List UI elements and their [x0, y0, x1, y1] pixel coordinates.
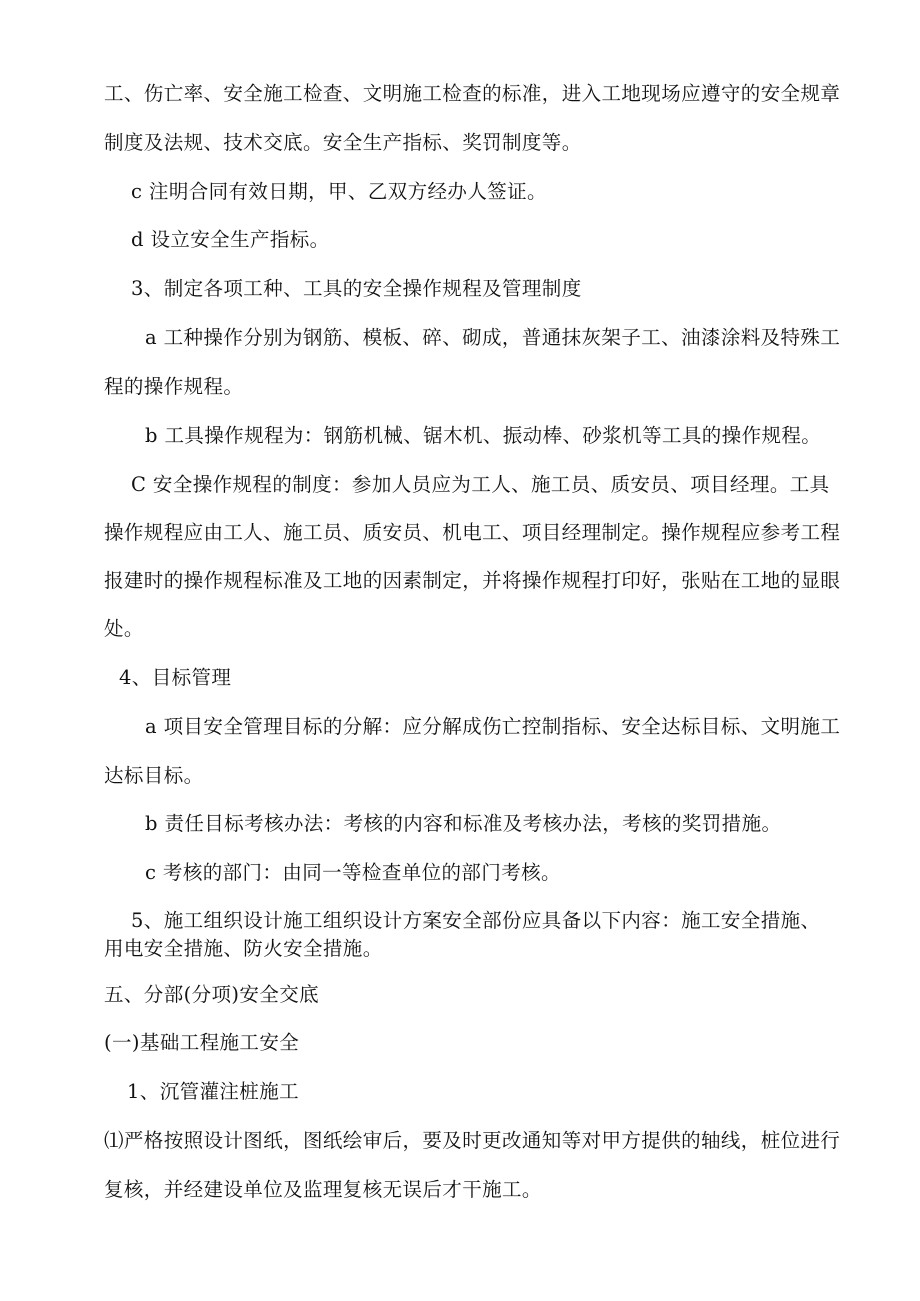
section-3-heading: 3、制定各项工种、工具的安全操作规程及管理制度: [131, 277, 582, 300]
paragraph-5a-line-2: 达标目标。: [104, 764, 204, 787]
paragraph-4a-line-2: 程的操作规程。: [104, 375, 244, 398]
paragraph-4c-line-4: 处。: [104, 617, 144, 640]
item-1-heading: 1、沉管灌注桩施工: [127, 1080, 300, 1103]
section-5-line-1: 5、施工组织设计施工组织设计方案安全部份应具备以下内容：施工安全措施、: [131, 909, 821, 932]
section-4-heading: 4、目标管理: [119, 666, 232, 689]
paragraph-5c-line-1: c 考核的部门：由同一等检查单位的部门考核。: [145, 861, 561, 884]
section-5-line-2: 用电安全措施、防火安全措施。: [104, 937, 383, 960]
paragraph-4c-line-3: 报建时的操作规程标准及工地的因素制定，并将操作规程打印好，张贴在工地的显眼: [104, 569, 841, 592]
paragraph-2-line-1: c 注明合同有效日期，甲、乙双方经办人签证。: [131, 180, 547, 203]
paragraph-final-line-2: 复核，并经建设单位及监理复核无误后才干施工。: [104, 1178, 542, 1201]
subsection-1-heading: (一)基础工程施工安全: [104, 1031, 300, 1054]
paragraph-4c-line-1: C 安全操作规程的制度：参加人员应为工人、施工员、质安员、项目经理。工具: [131, 473, 830, 496]
paragraph-5a-line-1: a 项目安全管理目标的分解：应分解成伤亡控制指标、安全达标目标、文明施工: [145, 715, 841, 738]
paragraph-5b-line-1: b 责任目标考核办法：考核的内容和标准及考核办法，考核的奖罚措施。: [145, 812, 782, 835]
paragraph-4a-line-1: a 工种操作分别为钢筋、模板、碎、砌成，普通抹灰架子工、油漆涂料及特殊工: [145, 326, 841, 349]
chapter-5-heading: 五、分部(分项)安全交底: [104, 983, 320, 1006]
paragraph-1-line-2: 制度及法规、技术交底。安全生产指标、奖罚制度等。: [104, 131, 582, 154]
paragraph-4b-line-1: b 工具操作规程为：钢筋机械、锯木机、振动棒、砂浆机等工具的操作规程。: [145, 424, 822, 447]
paragraph-4c-line-2: 操作规程应由工人、施工员、质安员、机电工、项目经理制定。操作规程应参考工程: [104, 521, 841, 544]
paragraph-final-line-1: ⑴严格按照设计图纸，图纸绘审后，要及时更改通知等对甲方提供的轴线，桩位进行: [104, 1129, 841, 1152]
paragraph-3-line-1: d 设立安全生产指标。: [131, 228, 330, 251]
paragraph-1-line-1: 工、伤亡率、安全施工检查、文明施工检查的标准，进入工地现场应遵守的安全规章: [104, 82, 841, 105]
